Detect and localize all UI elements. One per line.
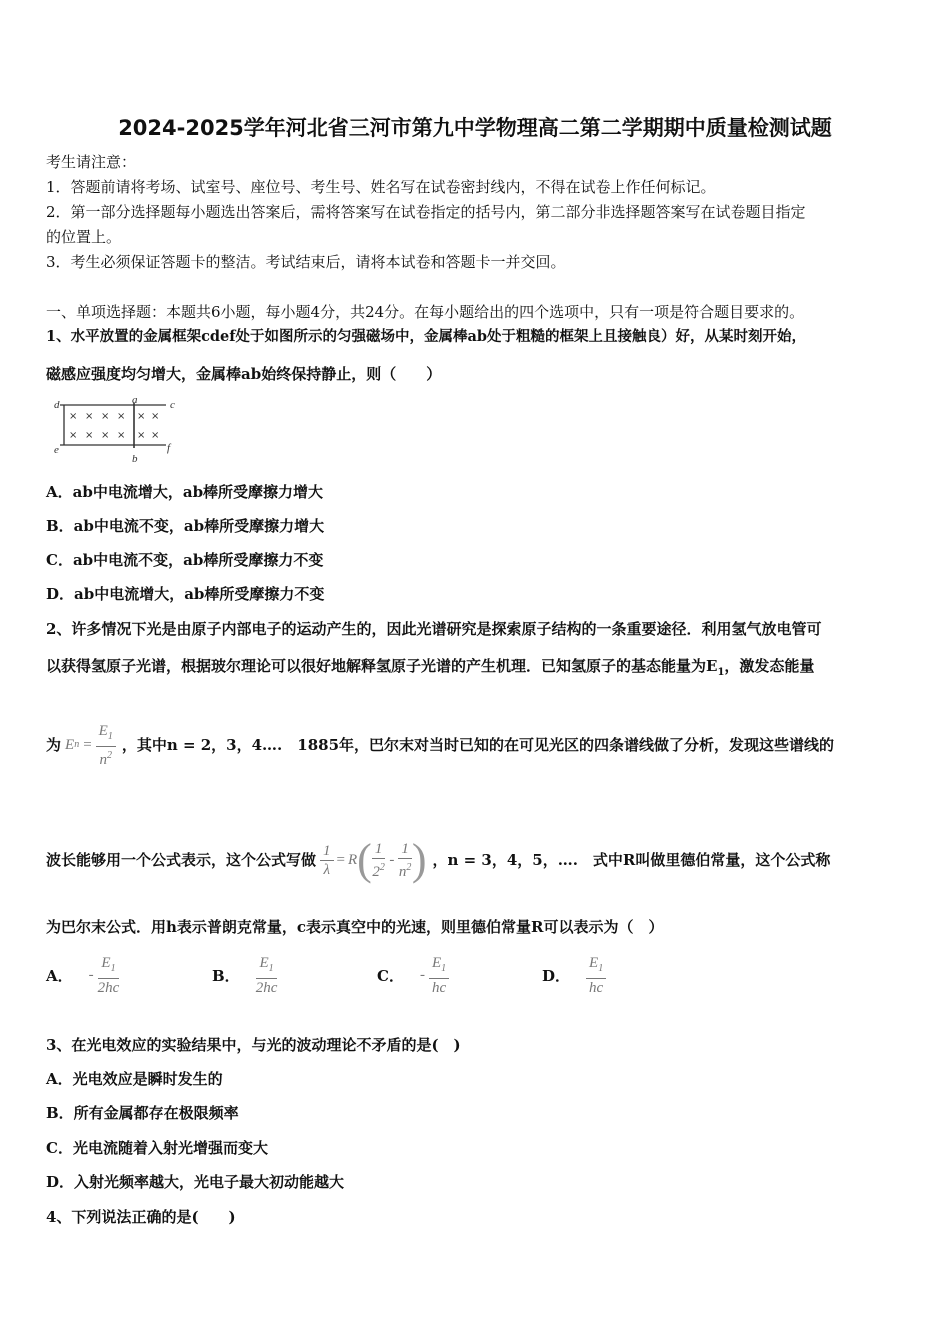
field-cross: × xyxy=(85,411,94,422)
field-cross: × xyxy=(137,411,146,422)
q3-option-d: D．入射光频率越大，光电子最大初动能越大 xyxy=(46,1173,345,1191)
field-cross: × xyxy=(117,430,126,441)
field-cross: × xyxy=(101,411,110,422)
q1-stem: 1、水平放置的金属框架cdef处于如图所示的匀强磁场中，金属棒ab处于粗糙的框架上且接触良）好，从某时刻开始， xyxy=(46,328,807,345)
label-a: a xyxy=(132,394,138,406)
formula-balmer: $\frac{1}{\lambda}$ = R ( $\frac{1}{2^2}$ - $\frac{1}{n^2}$ ) xyxy=(320,838,426,882)
q2-stem-line: 以获得氢原子光谱，根据玻尔理论可以很好地解释氢原子光谱的产生机理．已知氢原子的基态能量为$E_1$，激发态能量 xyxy=(46,657,815,678)
q2-stem-line: 为 E n = $\frac{E_1}{n^2}$ ，其中n = 2，3，4…. 1885年，巴尔末对当时已知的在可见光区的四条谱线做了分析，发现这些谱线的 xyxy=(46,722,835,768)
q1-option-c: C．ab中电流不变，ab棒所受摩擦力不变 xyxy=(46,551,324,569)
label-d: d xyxy=(54,399,60,411)
field-cross: × xyxy=(85,430,94,441)
q1-option-d: D．ab中电流增大，ab棒所受摩擦力不变 xyxy=(46,585,325,603)
page-title: 2024-2025学年河北省三河市第九中学物理高二第二学期期中质量检测试题 xyxy=(118,116,832,140)
q2-option-b: B． $\frac{E_1}{2hc}$ xyxy=(212,954,278,996)
field-cross: × xyxy=(69,430,78,441)
label-b: b xyxy=(132,453,138,462)
q2-option-a: A． - $\frac{E_1}{2hc}$ xyxy=(46,954,120,996)
q1-option-b: B．ab中电流不变，ab棒所受摩擦力增大 xyxy=(46,517,325,535)
notice-item: 3．考生必须保证答题卡的整洁。考试结束后，请将本试卷和答题卡一并交回。 xyxy=(46,253,566,271)
q2-options xyxy=(46,950,906,1000)
field-cross: × xyxy=(117,411,126,422)
formula-En: E n = $\frac{E_1}{n^2}$ xyxy=(65,722,116,769)
q3-option-b: B．所有金属都存在极限频率 xyxy=(46,1104,239,1122)
field-cross: × xyxy=(69,411,78,422)
q3-option-c: C．光电流随着入射光增强而变大 xyxy=(46,1139,268,1157)
notice-item: 的位置上。 xyxy=(46,228,122,246)
q2-stem-line: 波长能够用一个公式表示，这个公式写做 $\frac{1}{\lambda}$ = R ( $\frac{1}{2^2}$ - $\frac{1}{n^2}$ ) ，n = 3，4，5，…. 式中R叫做里德伯常量，这个公式称 xyxy=(46,835,831,884)
q2-stem-line: 2、许多情况下光是由原子内部电子的运动产生的，因此光谱研究是探索原子结构的一条重要途径．利用氢气放电管可 xyxy=(46,620,822,638)
label-c: c xyxy=(170,399,175,411)
q4-stem: 4、下列说法正确的是( ) xyxy=(46,1208,236,1226)
q2-stem-line: 为巴尔末公式．用h表示普朗克常量，c表示真空中的光速，则里德伯常量R可以表示为（ ） xyxy=(46,918,664,936)
field-cross: × xyxy=(151,430,160,441)
notice-item: 1．答题前请将考场、试室号、座位号、考生号、姓名写在试卷密封线内，不得在试卷上作任何标记。 xyxy=(46,178,716,196)
field-cross: × xyxy=(137,430,146,441)
q1-magnetic-frame-figure xyxy=(52,394,182,462)
field-cross: × xyxy=(151,411,160,422)
q3-stem: 3、在光电效应的实验结果中，与光的波动理论不矛盾的是( ) xyxy=(46,1036,461,1054)
q1-stem-cont: 磁感应强度均匀增大，金属棒ab始终保持静止，则（ ） xyxy=(46,365,442,383)
label-e: e xyxy=(54,444,59,456)
notice-header: 考生请注意： xyxy=(46,153,137,171)
notice-item: 2．第一部分选择题每小题选出答案后，需将答案写在试卷指定的括号内，第二部分非选择题答案写在试卷题目指定 xyxy=(46,203,806,221)
q3-option-a: A．光电效应是瞬时发生的 xyxy=(46,1070,223,1088)
q2-option-c: C． - $\frac{E_1}{hc}$ xyxy=(377,950,449,1000)
field-cross: × xyxy=(101,430,110,441)
section-heading: 一、单项选择题：本题共6小题，每小题4分，共24分。在每小题给出的四个选项中，只有一项是符合题目要求的。 xyxy=(46,303,805,321)
label-f: f xyxy=(167,442,171,454)
q2-option-d: D． $\frac{E_1}{hc}$ xyxy=(542,950,606,1000)
q1-option-a: A．ab中电流增大，ab棒所受摩擦力增大 xyxy=(46,483,324,501)
